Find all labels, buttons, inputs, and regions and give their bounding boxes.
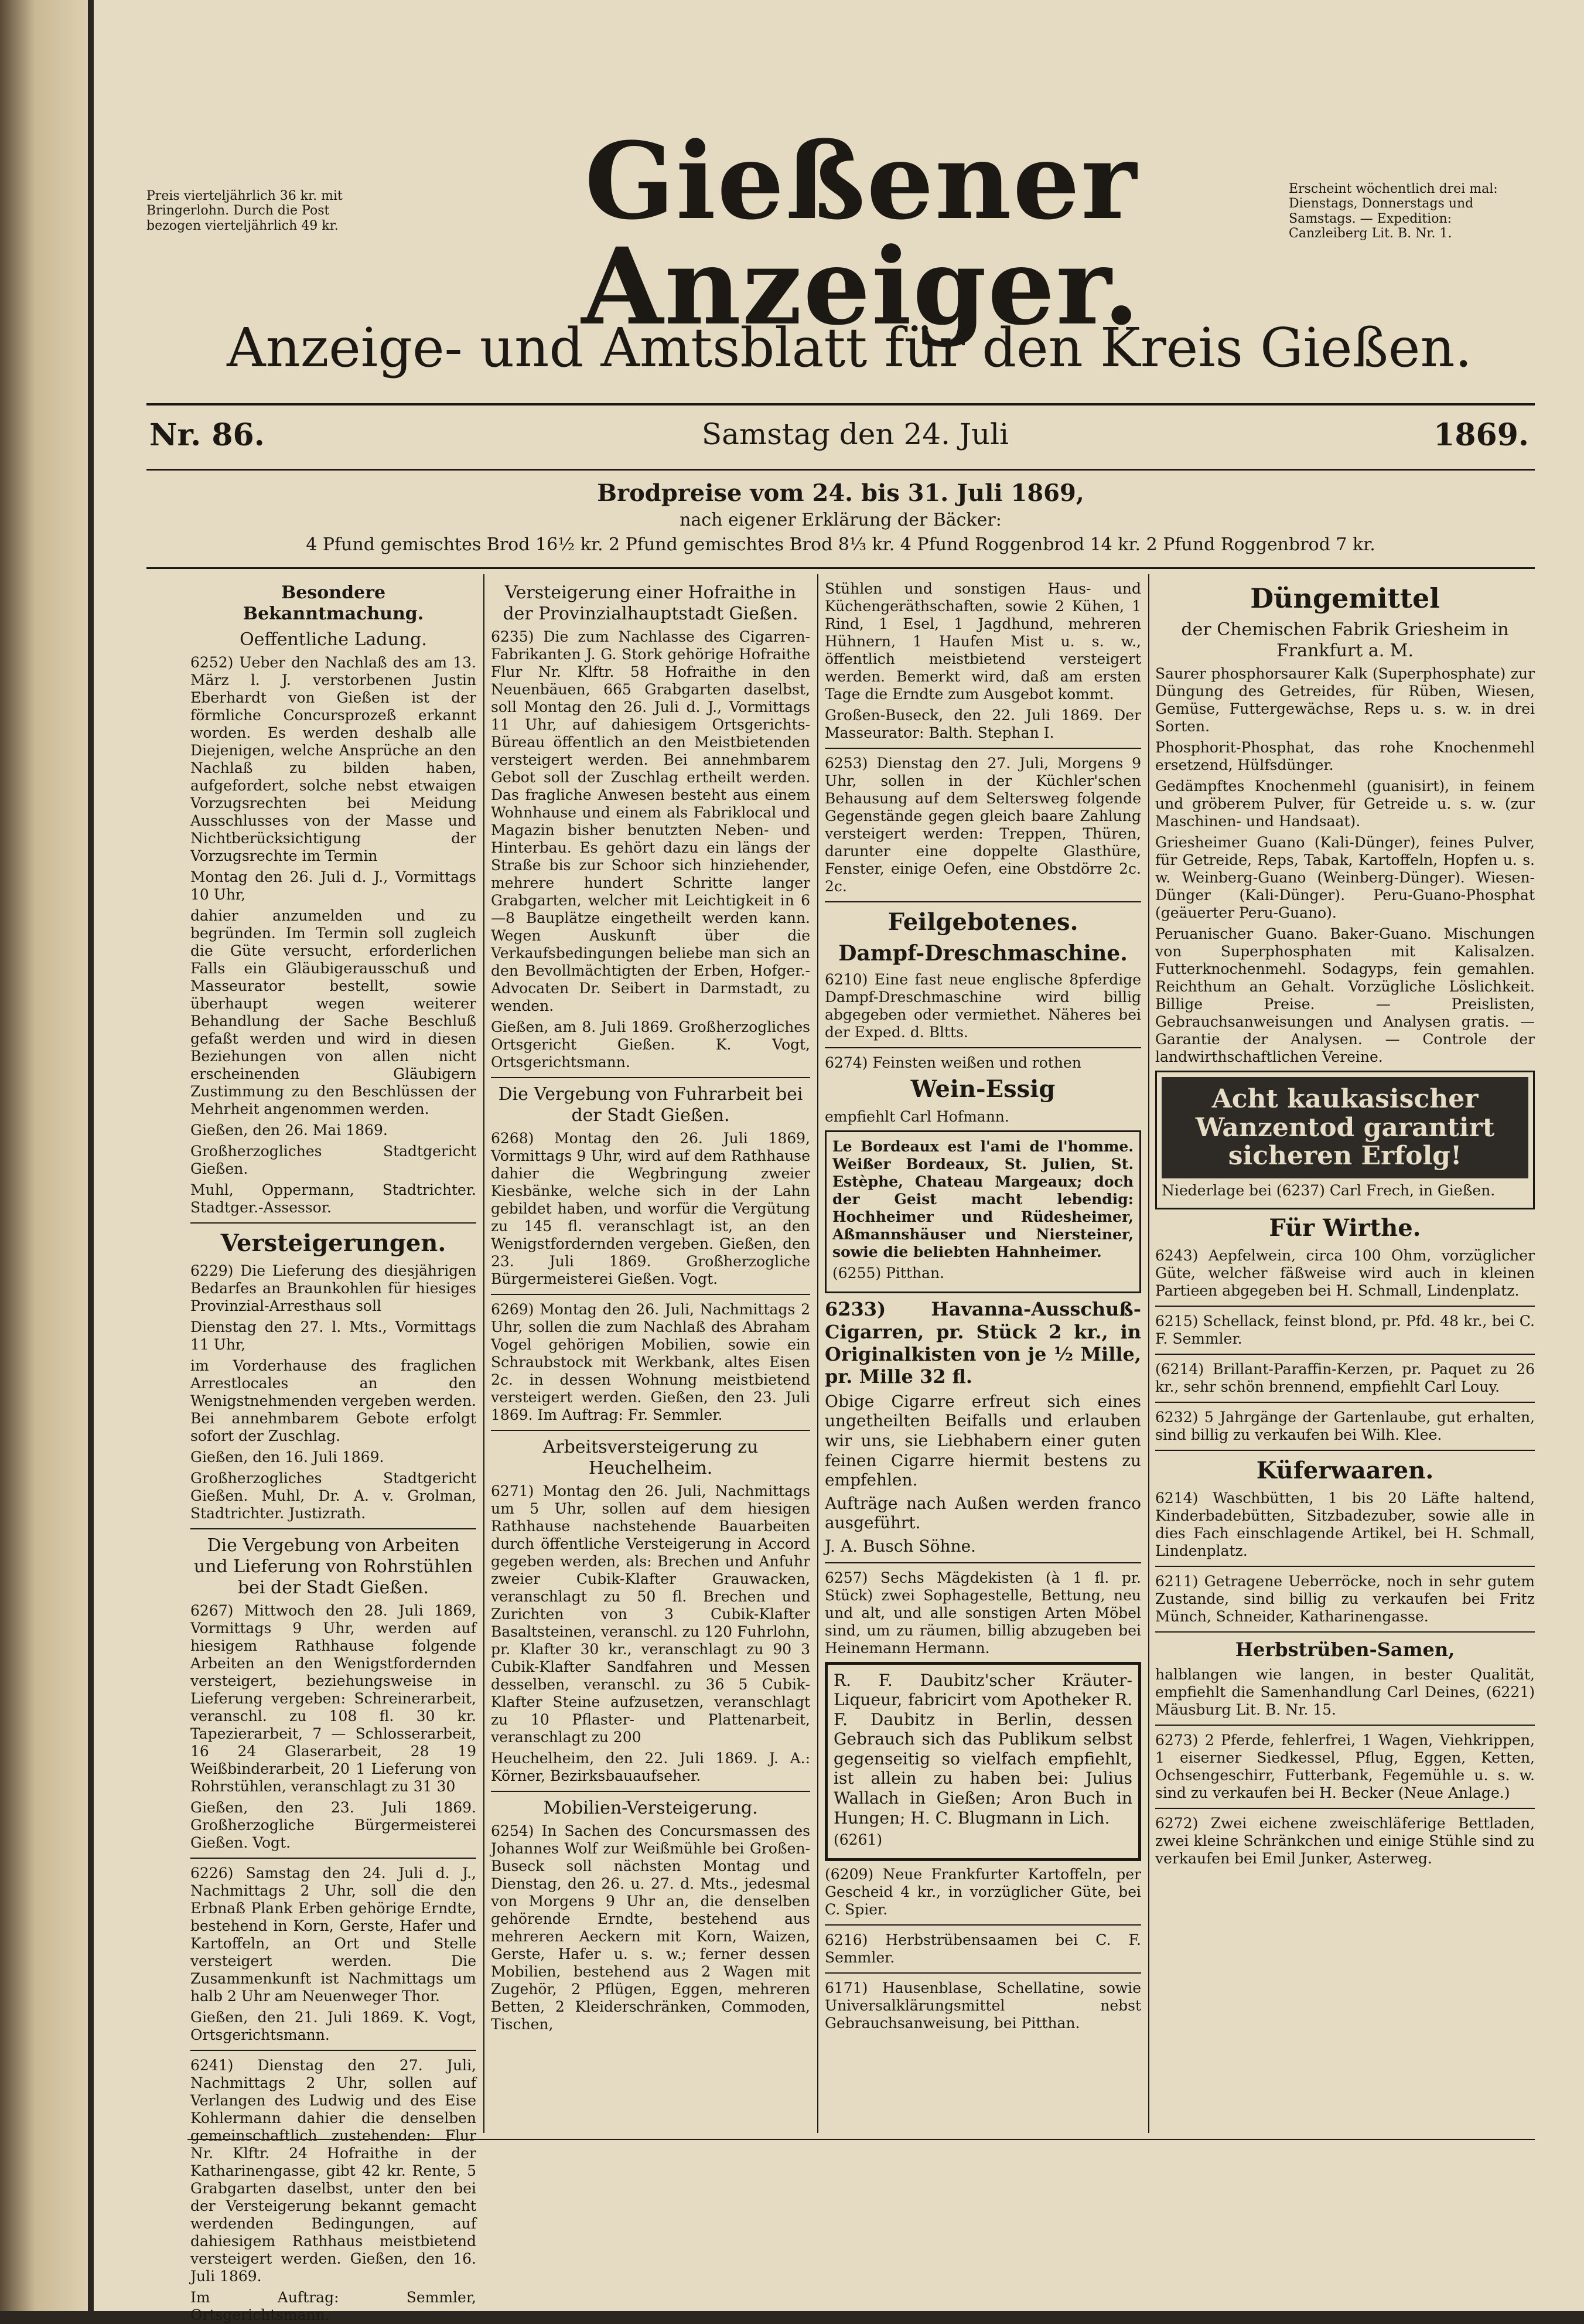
separator xyxy=(1155,1631,1535,1633)
ad-text: Obige Cigarre erfreut sich eines ungetheilten Beifalls und erlauben wir uns, sie Liebhabern einer guten feinen Cigarre hiermit bestens zu empfehlen. xyxy=(825,1391,1141,1490)
separator xyxy=(1155,1402,1535,1403)
column-rule xyxy=(1148,574,1149,2133)
section-heading: Versteigerungen. xyxy=(220,1229,446,1257)
separator xyxy=(825,748,1141,749)
separator xyxy=(1155,1566,1535,1567)
separator xyxy=(491,1791,810,1792)
section-heading: Feilgebotenes. xyxy=(887,908,1078,936)
separator xyxy=(190,1528,476,1529)
column-2 xyxy=(491,580,810,2127)
section-heading: Die Vergebung von Arbeiten und Lieferung von Rohrstühlen bei der Stadt Gießen. xyxy=(193,1535,473,1598)
masthead-subtitle: Anzeige- und Amtsblatt für den Kreis Gießen. xyxy=(227,316,1472,379)
bread-rule xyxy=(146,567,1535,569)
notice-text: im Vorderhause des fraglichen Arrestlocales an den Wenigstnehmenden vergeben werden. Bei annehmbarem Gebote erfolgt sofort der Zuschlag. xyxy=(190,1357,476,1444)
bread-subtitle: nach eigener Erklärung der Bäcker: xyxy=(680,510,1002,530)
book-spine xyxy=(0,0,88,2311)
ad-heading: Herbstrüben-Samen, xyxy=(1235,1638,1455,1661)
notice-text: 6267) Mittwoch den 28. Juli 1869, Vormittags 9 Uhr, werden auf hiesigem Rathhause folgende Arbeiten an den Wenigstfordernden versteigert, beziehungsweise in Lieferung vergeben: Schreinerarbeit, veranschl. zu 108 fl. 30 kr. Tapezierarbeit, 7 — Schlosserarbeit, 16 24 Glaserarbeit, 28 19 Weißbinderarbeit, 20 1 Lieferung von Rohrstühlen, veranschlagt zu 31 30 xyxy=(190,1602,476,1795)
separator xyxy=(491,1077,810,1078)
ad-banner: Acht kaukasischer Wanzentod garantirt sicheren Erfolg! xyxy=(1162,1077,1528,1178)
ad-text: 6215) Schellack, feinst blond, pr. Pfd. 48 kr., bei C. F. Semmler. xyxy=(1155,1313,1535,1348)
notice-date: Dienstag den 27. l. Mts., Vormittags 11 Uhr, xyxy=(190,1318,476,1353)
ad-text: 6243) Aepfelwein, circa 100 Ohm, vorzüglicher Güte, welcher fäßweise wird auch in kleinen Partieen abgegeben bei H. Schmall, Lindenplatz. xyxy=(1155,1247,1535,1300)
separator xyxy=(825,1562,1141,1563)
ad-text: 6273) 2 Pferde, fehlerfrei, 1 Wagen, Viehkrippen, 1 eiserner Siedkessel, Pflug, Eggen, Ketten, Ochsengeschirr, Futterbank, Fegemühle u. s. w. sind zu verkaufen bei H. Becker (Neue Anlage.) xyxy=(1155,1731,1535,1801)
ad-heading: Düngemittel xyxy=(1250,582,1440,614)
section-heading: Die Vergebung von Fuhrarbeit bei der Stadt Gießen. xyxy=(498,1084,803,1126)
notice-place-date: Gießen, den 26. Mai 1869. xyxy=(190,1122,388,1139)
ad-text: 6216) Herbstrübensaamen bei C. F. Semmler. xyxy=(825,1931,1141,1967)
column-3 xyxy=(825,580,1141,2127)
ad-text: Griesheimer Guano (Kali-Dünger), feines Pulver, für Getreide, Reps, Tabak, Kartoffeln, Hopfen u. s. w. Weinberg-Guano (Weinberg-Dünger). Wiesen-Dünger (Kali-Dünger). Peru-Guano-Phosphat (geäuerter Peru-Guano). xyxy=(1155,834,1535,922)
notice-text: Stühlen und sonstigen Haus- und Küchengeräthschaften, sowie 2 Kühen, 1 Rind, 1 Esel, 1 Jagdhund, mehreren Hühnern, 1 Haufen Mist u. s. w., öffentlich meistbietend versteigert werden. Bemerkt wird, daß am ersten Tage die Erndte zum Ausgebot kommt. xyxy=(825,580,1141,703)
ad-text: 6272) Zwei eichene zweischläferige Bettladen, zwei kleine Schränkchen und einige Stühle sind zu verkaufen bei Emil Junker, Asterweg. xyxy=(1155,1814,1535,1867)
separator xyxy=(491,1294,810,1295)
ad-text: (6209) Neue Frankfurter Kartoffeln, per Gescheid 4 kr., in vorzüglicher Güte, bei C. Spier. xyxy=(825,1866,1141,1919)
ad-signature: empfiehlt Carl Hofmann. xyxy=(825,1108,1009,1126)
notice-text: 6253) Dienstag den 27. Juli, Morgens 9 Uhr, sollen in der Küchler'schen Behausung auf dem Seltersweg folgende Gegenstände gegen gleich baare Zahlung versteigert werden: Treppen, Thüren, darunter eine doppelte Glasthüre, Fenster, einige Oefen, eine Obstdörre 2c. 2c. xyxy=(825,755,1141,895)
ad-text: Aufträge nach Außen werden franco ausgeführt. xyxy=(825,1493,1141,1533)
column-rule xyxy=(817,574,818,2133)
notice-text: 6235) Die zum Nachlasse des Cigarren-Fabrikanten J. G. Stork gehörige Hofraithe Flur Nr. Klftr. 58 Hofraithe in den Neuenbäuen, 665 Grabgarten daselbst, soll Montag den 26. Juli d. J., Vormittags 11 Uhr, auf dahiesigem Ortsgerichts-Büreau öffentlich an den Meistbietenden versteigert werden. Bei annehmbarem Gebot soll der Zuschlag ertheilt werden. Das fragliche Anwesen besteht aus einem Wohnhause und einem als Fabriklocal und Magazin bisher benutzten Neben- und Hinterbau. Es gehört dazu ein längs der Straße bis zur Schoor sich hinziehender, mehrere hundert Schritte langer Grabgarten, welcher mit Leichtigkeit in 6—8 Bauplätze eingetheilt werden kann. Wegen Auskunft über die Verkaufsbedingungen beliebe man sich an den Bevollmächtigten der Erben, Hofger.-Advocaten Dr. Seibert in Darmstadt, zu wenden. xyxy=(491,628,810,1014)
ad-subheading: der Chemischen Fabrik Griesheim in Frankfurt a. M. xyxy=(1181,619,1509,662)
ad-text: (6214) Brillant-Paraffin-Kerzen, pr. Paquet zu 26 kr., sehr schön brennend, empfiehlt Carl Louy. xyxy=(1155,1361,1535,1396)
bottom-rule xyxy=(187,2139,1535,2140)
separator xyxy=(825,1924,1141,1926)
ad-signature: (6261) xyxy=(834,1831,883,1849)
price-note: Preis vierteljährlich 36 kr. mit Bringerlohn. Durch die Post bezogen vierteljährlich 49 kr. xyxy=(146,189,343,233)
column-1 xyxy=(190,580,476,2323)
notice-text: 6269) Montag den 26. Juli, Nachmittags 2 Uhr, sollen die zum Nachlaß des Abraham Vogel gehörigen Mobilien, sowie ein Schraubstock mit Werkbank, altes Eisen 2c. in dessen Wohnung meistbietend versteigert werden. Gießen, den 23. Juli 1869. Im Auftrag: Fr. Semmler. xyxy=(491,1301,810,1423)
ad-text: R. F. Daubitz'scher Kräuter-Liqueur, fabricirt vom Apotheker R. F. Daubitz in Berlin, dessen Gebrauch sich das Publikum selbst gegenseitig so vielfach empfiehlt, ist allein zu haben bei: Julius Wallach in Gießen; Aron Buch in Hungen; H. C. Blugmann in Lich. xyxy=(834,1670,1132,1828)
notice-signature: Gießen, den 21. Juli 1869. K. Vogt, Ortsgerichtsmann. xyxy=(190,2009,476,2043)
ad-heading: Küferwaaren. xyxy=(1256,1457,1434,1485)
masthead-title: Gießener Anzeiger. xyxy=(581,120,1141,349)
notice-signature: Muhl, Oppermann, Stadtrichter. Stadtger.-Assessor. xyxy=(190,1181,476,1216)
bread-prices: 4 Pfund gemischtes Brod 16½ kr. 2 Pfund gemischtes Brod 8⅓ kr. 4 Pfund Roggenbrod 14 kr. 2 Pfund Roggenbrod 7 kr. xyxy=(306,534,1375,555)
column-4 xyxy=(1155,580,1535,2127)
section-subheading: Oeffentliche Ladung. xyxy=(240,629,427,650)
notice-signature: Großen-Buseck, den 22. Juli 1869. Der Masseurator: Balth. Stephan I. xyxy=(825,707,1141,741)
ad-heading: 6233) Havanna-Ausschuß-Cigarren, pr. Stück 2 kr., in Originalkisten von je ½ Mille, pr. Mille 32 fl. xyxy=(825,1298,1141,1388)
section-heading: Arbeitsversteigerung zu Heuchelheim. xyxy=(542,1437,759,1478)
ad-box-bordeaux xyxy=(825,1130,1141,1293)
separator xyxy=(190,1222,476,1224)
issue-date: Samstag den 24. Juli xyxy=(701,417,1009,451)
section-heading: Mobilien-Versteigerung. xyxy=(543,1798,758,1818)
notice-signature: Gießen, am 8. Juli 1869. Großherzogliches Ortsgericht Gießen. K. Vogt, Ortsgerichtsmann. xyxy=(491,1018,810,1071)
section-heading: Versteigerung einer Hofraithe in der Provinzialhauptstadt Gießen. xyxy=(503,582,798,624)
notice-text: 6271) Montag den 26. Juli, Nachmittags um 5 Uhr, sollen auf dem hiesigen Rathhause nachstehende Bauarbeiten durch öffentliche Versteigerung in Accord gegeben werden, als: Brechen und Anfuhr zweier Cubik-Klafter Grauwacken, veranschlagt zu 50 fl. Brechen und Zurichten von 3 Cubik-Klafter Basaltsteinen, veranschl. zu 120 Fuhrlohn, pr. Klafter 30 kr., veranschlagt zu 90 3 Cubik-Klafter Sandfahren und Messen desselben, veranschl. zu 36 5 Cubik-Klafter Steine aufzusetzen, veranschlagt zu 10 Pflaster- und Plattenarbeit, veranschlagt zu 200 xyxy=(491,1483,810,1746)
separator xyxy=(491,1430,810,1431)
separator xyxy=(825,1972,1141,1974)
ad-signature: (6255) Pitthan. xyxy=(832,1265,945,1282)
issue-number: Nr. 86. xyxy=(149,417,265,453)
newspaper-page xyxy=(94,0,1584,2323)
ad-text: Saurer phosphorsaurer Kalk (Superphosphate) zur Düngung des Getreides, für Rüben, Wiesen, Gemüse, Futtergewächse, Reps u. s. w. in drei Sorten. xyxy=(1155,665,1535,735)
separator xyxy=(825,901,1141,902)
notice-text: dahier anzumelden und zu begründen. Im Termin soll zugleich die Güte versucht, erforderlichen Falls ein Gläubigerausschuß und Masseurator bestellt, sowie überhaupt wegen weiterer Behandlung der Sache Beschluß gefaßt werden und wird in diesen Beziehungen von allen nicht erscheinenden Gläubigern Zustimmung zu den Beschlüssen der Mehrheit angenommen werden. xyxy=(190,907,476,1117)
ad-signature: J. A. Busch Söhne. xyxy=(825,1536,977,1556)
separator xyxy=(1155,1306,1535,1307)
notice-authority: Großherzogliches Stadtgericht Gießen. xyxy=(190,1143,476,1177)
ad-text: 6210) Eine fast neue englische 8pferdige Dampf-Dreschmaschine wird billig abgegeben oder vermiethet. Näheres bei der Exped. d. Bltts. xyxy=(825,971,1141,1041)
section-heading: Besondere Bekanntmachung. xyxy=(243,582,424,624)
ad-heading: Für Wirthe. xyxy=(1269,1214,1421,1242)
notice-text: 6229) Die Lieferung des diesjährigen Bedarfes an Braunkohlen für hiesiges Provinzial-Arresthaus soll xyxy=(190,1262,476,1314)
notice-signature: Heuchelheim, den 22. Juli 1869. J. A.: Körner, Bezirksbauaufseher. xyxy=(491,1750,810,1784)
notice-text: 6226) Samstag den 24. Juli d. J., Nachmittags 2 Uhr, soll die den Erbnaß Plank Erben gehörige Erndte, bestehend in Korn, Gerste, Hafer und Kartoffeln, an Ort und Stelle versteigert werden. Die Zusammenkunft ist Nachmittags um halb 2 Uhr am Neuenweger Thor. xyxy=(190,1865,476,2005)
issue-year: 1869. xyxy=(1433,417,1529,453)
separator xyxy=(190,1858,476,1859)
separator xyxy=(825,1047,1141,1048)
ad-text: 6257) Sechs Mägdekisten (à 1 fl. pr. Stück) zwei Sophagestelle, Bettung, neu und alt, und alle sonstigen Arten Möbel sind, um zu räumen, billig abzugeben bei Heinemann Hermann. xyxy=(825,1569,1141,1657)
separator xyxy=(190,2050,476,2051)
ad-text: 6171) Hausenblase, Schellatine, sowie Universalklärungsmittel nebst Gebrauchsanweisung, bei Pitthan. xyxy=(825,1979,1141,2032)
masthead-rule xyxy=(146,403,1535,405)
ad-text: 6211) Getragene Ueberröcke, noch in sehr gutem Zustande, sind billig zu verkaufen bei Fritz Münch, Schneider, Katharinengasse. xyxy=(1155,1573,1535,1626)
notice-text: 6241) Dienstag den 27. Juli, Nachmittags 2 Uhr, sollen auf Verlangen des Ludwig und des Eise Kohlermann dahier die denselben gemeinschaftlich zustehenden: Flur Nr. Klftr. 24 Hofraithe in der Katharinengasse, gibt 42 kr. Rente, 5 Grabgarten daselbst, unter den bei der Versteigerung bekannt gemacht werdenden Bedingungen, auf dahiesigem Rathhaus meistbietend versteigert werden. Gießen, den 16. Juli 1869. xyxy=(190,2057,476,2285)
separator xyxy=(1155,1725,1535,1726)
date-rule xyxy=(146,469,1535,471)
column-rule xyxy=(483,574,484,2133)
notice-text: 6254) In Sachen des Concursmassen des Johannes Wolf zur Weißmühle bei Großen-Buseck soll nächsten Montag und Dienstag, den 26. u. 27. d. Mts., jedesmal von Morgens 9 Uhr an, die denselben gehörende Erndte, bestehend aus mehreren Aeckern mit Korn, Waizen, Gerste, Hafer u. s. w.; ferner dessen Mobilien, bestehend aus 2 Wagen mit Zugehör, 2 Pflügen, Eggen, mehreren Betten, 2 Kleiderschränken, Commoden, Tischen, xyxy=(491,1822,810,2033)
ad-text: Phosphorit-Phosphat, das rohe Knochenmehl ersetzend, Hülfsdünger. xyxy=(1155,739,1535,774)
notice-text: 6268) Montag den 26. Juli 1869, Vormittags 9 Uhr, wird auf dem Rathhause dahier die Wegbringung zweier Kiesbänke, welche sich in der Lahn gebildet haben, und worfür die Vergütung zu 145 fl. veranschlagt ist, an den Wenigstfordernden vergeben. Gießen, den 23. Juli 1869. Großherzogliche Bürgermeisterei Gießen. Vogt. xyxy=(491,1130,810,1287)
notice-text: 6252) Ueber den Nachlaß des am 13. März l. J. verstorbenen Justin Eberhardt von Gießen ist der förmliche Concursprozeß erkannt worden. Es werden deshalb alle Diejenigen, welche Ansprüche an den Nachlaß zu bilden haben, aufgefordert, solche nebst etwaigen Vorzugsrechten bei Meidung Ausschlusses von der Masse und Nichtberücksichtigung der Vorzugsrechte im Termin xyxy=(190,654,476,864)
ad-text: Gedämpftes Knochenmehl (guanisirt), in feinem und gröberem Pulver, für Getreide u. s. w. (zur Maschinen- und Handsaat). xyxy=(1155,778,1535,830)
ad-signature: Niederlage bei (6237) Carl Frech, in Gießen. xyxy=(1162,1182,1496,1200)
bread-title: Brodpreise vom 24. bis 31. Juli 1869, xyxy=(597,479,1084,507)
publish-note: Erscheint wöchentlich drei mal: Dienstags, Donnerstags und Samstags. — Expedition: Canzleiberg Lit. B. Nr. 1. xyxy=(1289,182,1498,241)
separator xyxy=(1155,1808,1535,1809)
ad-text: 6214) Waschbütten, 1 bis 20 Läfte haltend, Kinderbadebütten, Sitzbadezuber, sowie alle in dies Fach einschlagende Artikel, bei H. Schmall, Lindenplatz. xyxy=(1155,1490,1535,1560)
ad-text: Le Bordeaux est l'ami de l'homme. Weißer Bordeaux, St. Julien, St. Estèphe, Chateau Margeaux; doch der Geist macht lebendig: Hochheimer und Rüdesheimer, Aßmannshäuser und Niersteiner, sowie die beliebten Hahnheimer. xyxy=(832,1138,1134,1261)
separator xyxy=(1155,1354,1535,1355)
ad-box-wanzentod xyxy=(1155,1071,1535,1209)
notice-place-date: Gießen, den 16. Juli 1869. xyxy=(190,1449,384,1466)
notice-date: Montag den 26. Juli d. J., Vormittags 10 Uhr, xyxy=(190,868,476,903)
notice-signature: Im Auftrag: Semmler, Ortsgerichtsmann. xyxy=(190,2289,476,2323)
ad-text: halblangen wie langen, in bester Qualität, empfiehlt die Samenhandlung Carl Deines, (6221) Mäusburg Lit. B. Nr. 15. xyxy=(1155,1665,1535,1718)
ad-text: 6232) 5 Jahrgänge der Gartenlaube, gut erhalten, sind billig zu verkaufen bei Wilh. Klee. xyxy=(1155,1409,1535,1444)
notice-signature: Großherzogliches Stadtgericht Gießen. Muhl, Dr. A. v. Grolman, Stadtrichter. Justizrath. xyxy=(190,1470,476,1522)
notice-signature: Gießen, den 23. Juli 1869. Großherzogliche Bürgermeisterei Gießen. Vogt. xyxy=(190,1799,476,1851)
ad-text: 6274) Feinsten weißen und rothen xyxy=(825,1054,1081,1072)
ad-heading: Wein-Essig xyxy=(910,1075,1056,1103)
separator xyxy=(1155,1450,1535,1451)
ad-box-daubitz xyxy=(825,1662,1141,1862)
ad-heading: Dampf-Dreschmaschine. xyxy=(838,941,1128,966)
ad-text: Peruanischer Guano. Baker-Guano. Mischungen von Superphosphaten mit Kalisalzen. Futterknochenmehl. Sodagyps, fein gemahlen. Reichthum an Gehalt. Vorzügliche Löslichkeit. Billige Preise. — Preislisten, Gebrauchsanweisungen und Analysen gratis. — Garantie der Analysen. — Controle der landwirthschaftlichen Vereine. xyxy=(1155,925,1535,1066)
